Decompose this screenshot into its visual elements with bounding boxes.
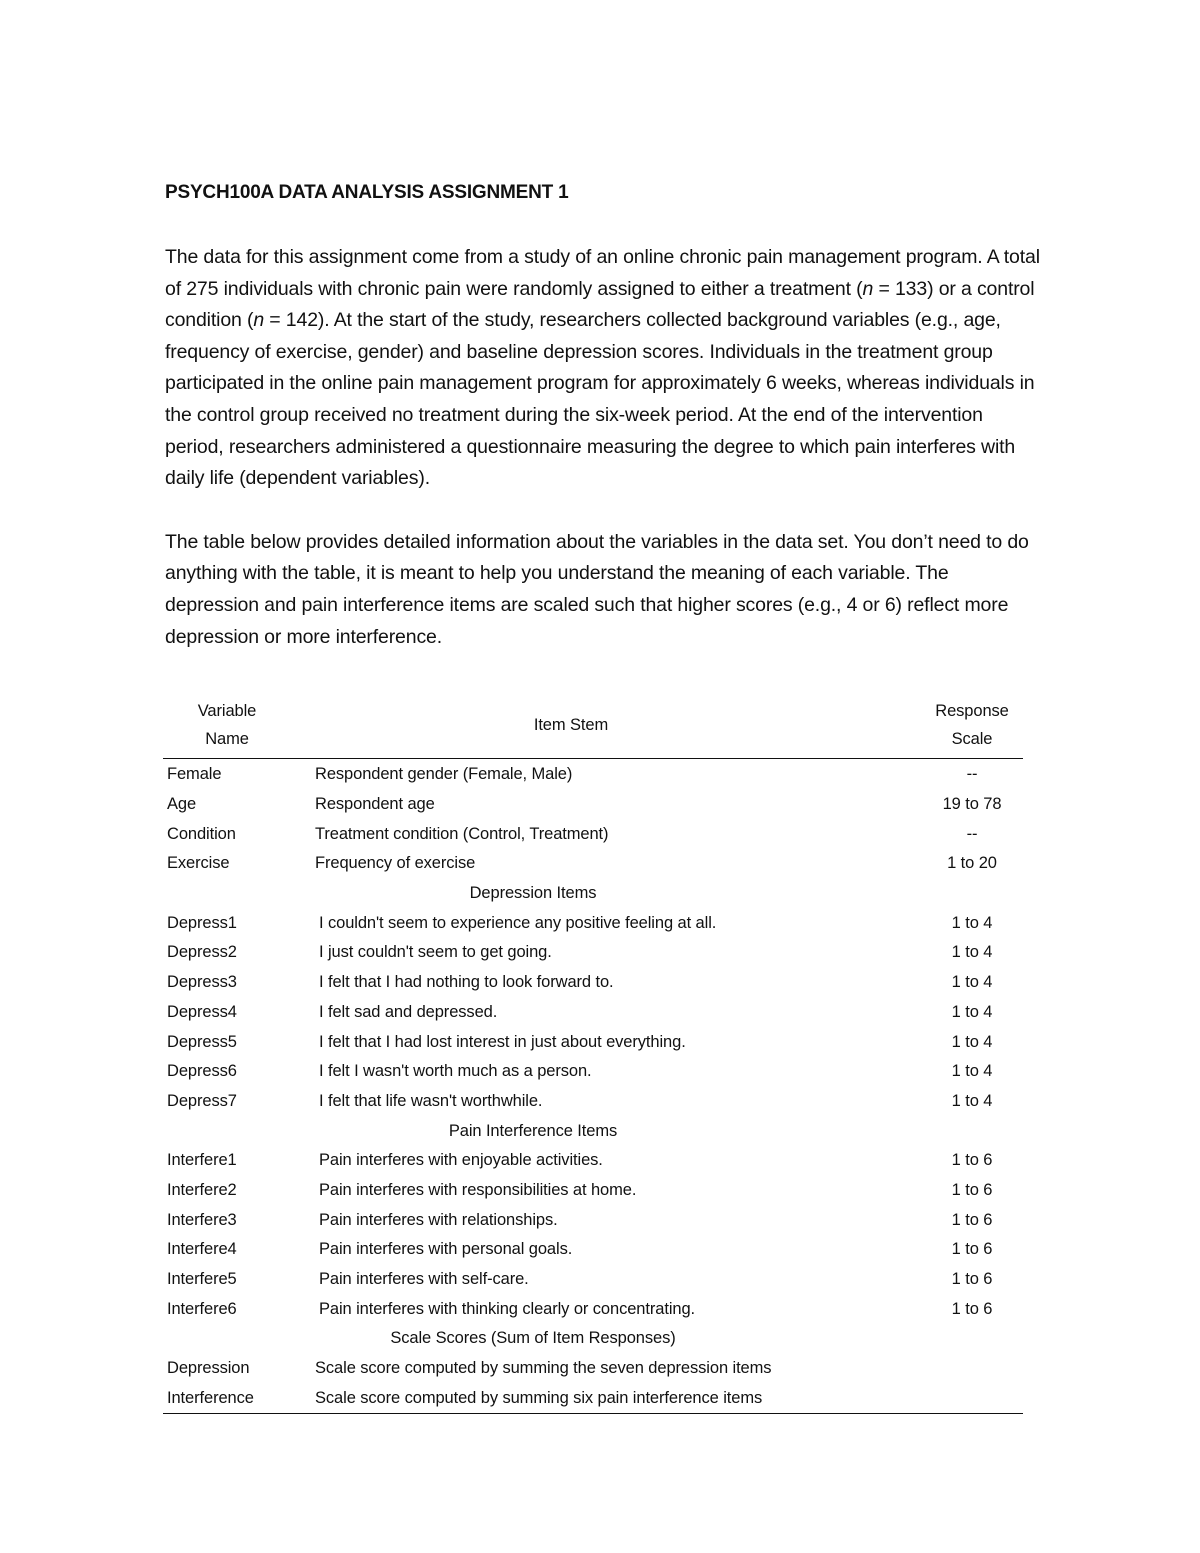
document-body xyxy=(165,180,1045,653)
section-row xyxy=(163,1116,1023,1146)
variable-name-cell: Depression xyxy=(167,1359,250,1378)
item-stem-cell: Pain interferes with thinking clearly or concentrating. xyxy=(319,1299,696,1318)
variable-name-cell: Condition xyxy=(167,824,236,843)
item-stem-cell: I felt that I had lost interest in just about everything. xyxy=(319,1032,686,1051)
table-description-paragraph: The table below provides detailed information about the variables in the data set. You don’t need to do anything with the table, it is meant to help you understand the meaning of each variable. The depression and pain interference items are scaled such that higher scores (e.g., 4 or 6) reflect more depression or more interference. xyxy=(165,530,1029,648)
item-stem-cell: I couldn't seem to experience any positive feeling at all. xyxy=(319,913,717,932)
response-scale-cell xyxy=(901,1354,1023,1384)
response-scale-cell: 1 to 6 xyxy=(951,1180,993,1199)
section-heading-scale-scores: Scale Scores (Sum of Item Responses) xyxy=(390,1329,676,1348)
table-row xyxy=(163,819,1023,849)
variable-name-cell: Interfere5 xyxy=(167,1270,237,1289)
table-row xyxy=(163,1354,1023,1384)
item-stem-cell: Pain interferes with personal goals. xyxy=(319,1240,573,1259)
item-stem-cell: Frequency of exercise xyxy=(315,854,476,873)
variable-name-cell: Depress7 xyxy=(167,1091,237,1110)
variable-name-cell: Interfere4 xyxy=(167,1240,237,1259)
response-scale-cell: 1 to 6 xyxy=(951,1151,993,1170)
section-heading-interference: Pain Interference Items xyxy=(448,1121,618,1140)
variable-name-cell: Female xyxy=(167,765,222,784)
variable-name-cell: Depress1 xyxy=(167,913,237,932)
response-scale-cell: 1 to 6 xyxy=(951,1270,993,1289)
table-row xyxy=(163,1146,1023,1176)
variable-name-cell: Depress3 xyxy=(167,973,237,992)
response-scale-cell: 1 to 4 xyxy=(951,1062,993,1081)
variable-name-cell: Depress2 xyxy=(167,943,237,962)
item-stem-cell: I felt sad and depressed. xyxy=(319,1002,498,1021)
section-heading-depression: Depression Items xyxy=(469,884,597,903)
section-row xyxy=(163,1324,1023,1354)
table-row xyxy=(163,968,1023,998)
item-stem-cell: Scale score computed by summing the seven depression items xyxy=(315,1359,772,1378)
variable-name-cell: Interference xyxy=(163,1383,311,1413)
variable-name-cell: Depress6 xyxy=(167,1062,237,1081)
item-stem-cell: Pain interferes with relationships. xyxy=(319,1210,558,1229)
document-title: PSYCH100A DATA ANALYSIS ASSIGNMENT 1 xyxy=(165,182,569,203)
table-row xyxy=(163,849,1023,879)
section-row xyxy=(163,879,1023,909)
variables-table xyxy=(163,692,1023,1414)
table-row xyxy=(163,759,1023,790)
intro-text-b: = 133) or a control condition ( xyxy=(165,277,1035,332)
variable-name-cell: Exercise xyxy=(167,854,230,873)
table-row xyxy=(163,1027,1023,1057)
table-row xyxy=(163,1176,1023,1206)
variable-name-cell: Interfere2 xyxy=(167,1180,237,1199)
item-stem-cell: I felt that life wasn't worthwhile. xyxy=(319,1091,543,1110)
table-body xyxy=(163,759,1023,1414)
table-header-row xyxy=(163,692,1023,759)
table-row xyxy=(163,1294,1023,1324)
table-row xyxy=(163,1087,1023,1117)
n-symbol-1: n xyxy=(862,277,874,300)
item-stem-cell: Pain interferes with enjoyable activities. xyxy=(319,1151,603,1170)
table-row xyxy=(163,1057,1023,1087)
response-scale-cell: 19 to 78 xyxy=(942,795,1002,814)
item-stem-cell: Pain interferes with responsibilities at home. xyxy=(319,1180,637,1199)
table-row xyxy=(163,1383,1023,1413)
response-scale-cell: 1 to 6 xyxy=(951,1240,993,1259)
table-row xyxy=(163,1205,1023,1235)
item-stem-cell: Pain interferes with self-care. xyxy=(319,1270,529,1289)
response-scale-cell: 1 to 4 xyxy=(951,1032,993,1051)
response-scale-cell: -- xyxy=(966,765,978,784)
response-scale-cell xyxy=(901,1383,1023,1413)
table-row xyxy=(163,1265,1023,1295)
response-scale-cell: -- xyxy=(966,824,978,843)
n-symbol-2: n xyxy=(253,309,265,332)
response-scale-cell: 1 to 4 xyxy=(951,1002,993,1021)
response-scale-cell: 1 to 6 xyxy=(951,1299,993,1318)
variable-name-cell: Depress5 xyxy=(167,1032,237,1051)
item-stem-cell: I felt I wasn't worth much as a person. xyxy=(319,1062,592,1081)
response-scale-cell: 1 to 4 xyxy=(951,943,993,962)
item-stem-cell: I just couldn't seem to get going. xyxy=(319,943,552,962)
table-row xyxy=(163,790,1023,820)
header-response-scale: Response Scale xyxy=(901,692,1023,759)
intro-text-a: The data for this assignment come from a study of an online chronic pain management program. A total of 275 individuals with chronic pain were randomly assigned to either a treatment ( xyxy=(165,246,1040,300)
response-scale-cell: 1 to 4 xyxy=(951,1091,993,1110)
table-row xyxy=(163,1235,1023,1265)
response-scale-cell: 1 to 20 xyxy=(947,854,997,873)
table-row xyxy=(163,998,1023,1028)
item-stem-cell: Scale score computed by summing six pain interference items xyxy=(311,1383,901,1413)
response-scale-cell: 1 to 4 xyxy=(951,973,993,992)
table-row xyxy=(163,938,1023,968)
response-scale-cell: 1 to 6 xyxy=(951,1210,993,1229)
intro-paragraph xyxy=(165,242,1045,495)
item-stem-cell: Treatment condition (Control, Treatment) xyxy=(315,824,609,843)
header-variable-name: Variable Name xyxy=(163,692,311,759)
response-scale-cell: 1 to 4 xyxy=(951,913,993,932)
header-item-stem: Item Stem xyxy=(311,692,901,759)
variable-name-cell: Depress4 xyxy=(167,1002,237,1021)
table-row xyxy=(163,908,1023,938)
item-stem-cell: I felt that I had nothing to look forward to. xyxy=(319,973,614,992)
variable-name-cell: Age xyxy=(167,795,197,814)
variable-name-cell: Interfere3 xyxy=(167,1210,237,1229)
intro-text-c: = 142). At the start of the study, researchers collected background variables (e.g., age, frequency of exercise, gender) and baseline depression scores. Individuals in the treatment group participated in the online pain management program for approximately 6 weeks, whereas individuals in the control group received no treatment during the six-week period. At the end of the intervention period, researchers administered a questionnaire measuring the degree to which pain interferes with daily life (dependent variables). xyxy=(165,309,1035,490)
variable-name-cell: Interfere1 xyxy=(167,1151,237,1170)
variable-name-cell: Interfere6 xyxy=(167,1299,237,1318)
item-stem-cell: Respondent age xyxy=(315,795,435,814)
item-stem-cell: Respondent gender (Female, Male) xyxy=(315,765,573,784)
